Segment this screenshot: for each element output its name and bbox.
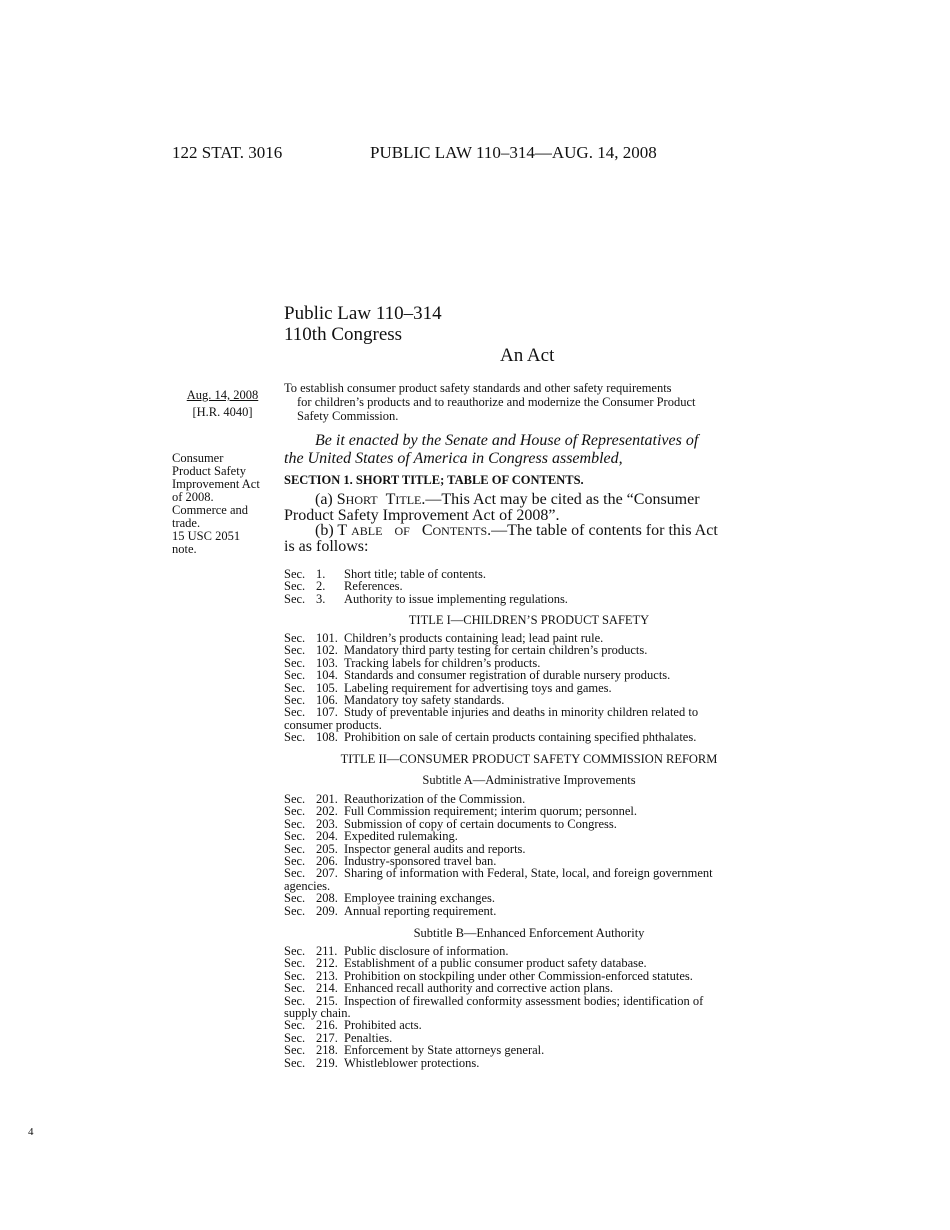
margin-note-line: note. [172,542,197,556]
toc-sec-label: Sec. [284,903,306,918]
toc-entry [284,867,713,879]
toc-sec-title: Prohibited acts. [344,1018,422,1033]
toc-sec-number: 202. [316,804,338,819]
toc-sec-number: 205. [316,841,338,856]
toc-sec-number: 216. [316,1018,338,1033]
subsection-text: .—This Act may be cited as the “Consumer [421,491,700,508]
toc-sec-number: 107. [316,705,338,720]
toc-sec-number: 1. [316,567,326,581]
toc-sec-title: Industry-sponsored travel ban. [344,854,497,869]
toc-sec-number: 101. [316,631,338,645]
toc-entry [284,905,713,917]
toc-sec-number: 106. [316,693,338,708]
toc-sec-title: Enforcement by State attorneys general. [344,1043,545,1058]
toc-group-general [284,568,568,605]
corner-mark: 4 [28,1126,34,1138]
toc-sec-label: Sec. [284,631,306,645]
toc-sec-number: 2. [316,579,326,594]
toc-sec-label: Sec. [284,693,306,708]
toc-sec-number: 103. [316,655,338,670]
toc-sec-number: 203. [316,816,338,831]
page-stat-number: 122 STAT. 3016 [172,143,283,162]
toc-sec-label: Sec. [284,655,306,670]
toc-subtitle-a: Subtitle A—Administrative Improvements [422,773,636,787]
subsection-table-of-contents [284,523,718,554]
toc-sec-label: Sec. [284,816,306,831]
toc-sec-label: Sec. [284,829,306,844]
toc-group-subtitle-b [284,945,703,1069]
toc-sec-title: Tracking labels for children’s products. [344,655,541,670]
toc-sec-title: Annual reporting requirement. [344,903,497,918]
toc-subtitle-b: Subtitle B—Enhanced Enforcement Authority [413,926,645,940]
toc-sec-label: Sec. [284,981,306,996]
toc-entry [284,731,698,743]
small-caps: HORT [345,493,378,507]
toc-sec-number: 218. [316,1043,338,1058]
margin-note-line: Consumer [172,451,224,465]
toc-sec-title: Penalties. [344,1030,393,1045]
section-heading: SECTION 1. SHORT TITLE; TABLE OF CONTENTS. [284,473,584,487]
toc-sec-number: 206. [316,854,338,869]
bill-number: [H.R. 4040] [192,405,253,419]
toc-sec-label: Sec. [284,1018,306,1033]
margin-note-line: Product Safety [172,464,246,478]
toc-sec-number: 108. [316,730,338,745]
toc-sec-title: Establishment of a public consumer product safety database. [344,956,647,971]
toc-sec-label: Sec. [284,891,306,906]
toc-sec-title: Labeling requirement for advertising toys and games. [344,680,612,695]
toc-sec-title: Mandatory toy safety standards. [344,693,505,708]
toc-sec-title: Authority to issue implementing regulations. [344,591,568,606]
toc-sec-title: Children’s products containing lead; lead paint rule. [344,631,604,645]
toc-sec-label: Sec. [284,680,306,695]
margin-note-line: 15 USC 2051 [172,529,241,543]
purpose-line: To establish consumer product safety standards and other safety requirements [284,381,672,395]
margin-notes [172,452,282,556]
toc-sec-number: 212. [316,956,338,971]
toc-group-subtitle-a [284,793,713,917]
toc-sec-title: Mandatory third party testing for certain children’s products. [344,643,648,658]
toc-sec-number: 105. [316,680,338,695]
subsection-short-title [284,492,700,523]
toc-entry-continuation: consumer products. [284,717,382,732]
act-purpose [284,381,696,423]
toc-sec-title: Study of preventable injuries and deaths in minority children related to [344,705,699,720]
toc-sec-number: 217. [316,1030,338,1045]
subsection-text: .—The table of contents for this Act [487,522,718,539]
toc-sec-label: Sec. [284,804,306,819]
enacting-line: the United States of America in Congress assembled, [284,450,623,467]
subsection-text-line2: Product Safety Improvement Act of 2008”. [284,507,560,524]
toc-sec-label: Sec. [284,1043,306,1058]
margin-note-line: Commerce and [172,503,249,517]
toc-sec-number: 207. [316,866,338,881]
enactment-date: Aug. 14, 2008 [186,388,259,402]
congress-label: 110th Congress [284,324,403,345]
subsection-label: (a) S [315,491,346,508]
toc-sec-title: Reauthorization of the Commission. [344,792,526,806]
toc-sec-number: 208. [316,891,338,906]
toc-sec-number: 213. [316,968,338,983]
toc-entry [284,568,568,580]
public-law-number: Public Law 110–314 [284,303,442,324]
toc-entry [284,1057,703,1069]
toc-sec-title: Prohibition on sale of certain products containing specified phthalates. [344,730,697,745]
toc-sec-number: 104. [316,668,338,683]
toc-sec-number: 102. [316,643,338,658]
toc-sec-number: 214. [316,981,338,996]
toc-entry-continuation: agencies. [284,878,331,893]
toc-sec-title: Standards and consumer registration of durable nursery products. [344,668,671,683]
toc-sec-title: Submission of copy of certain documents to Congress. [344,816,617,831]
toc-sec-number: 3. [316,591,326,606]
toc-sec-label: Sec. [284,841,306,856]
toc-sec-label: Sec. [284,993,306,1008]
toc-sec-title: Employee training exchanges. [344,891,495,906]
toc-sec-label: Sec. [284,968,306,983]
toc-sec-title: Inspection of firewalled conformity assessment bodies; identification of [344,993,704,1008]
small-caps: ONTENTS [432,524,488,538]
toc-sec-number: 201. [316,792,338,806]
purpose-line: Safety Commission. [297,409,399,423]
toc-sec-label: Sec. [284,643,306,658]
toc-sec-title: Public disclosure of information. [344,944,509,958]
margin-note-line: trade. [172,516,201,530]
toc-sec-title: Prohibition on stockpiling under other Commission-enforced statutes. [344,968,693,983]
toc-sec-label: Sec. [284,705,306,720]
subsection-text-line2: is as follows: [284,538,369,555]
toc-sec-label: Sec. [284,866,306,881]
toc-sec-label: Sec. [284,792,306,806]
toc-sec-title: Whistleblower protections. [344,1055,480,1070]
toc-sec-number: 215. [316,993,338,1008]
enacting-line: Be it enacted by the Senate and House of Representatives of [315,432,699,449]
cap-letter: C [421,522,433,539]
toc-entry [284,706,698,718]
purpose-line: for children’s products and to reauthorize and modernize the Consumer Product [297,395,696,409]
enacting-clause [284,432,698,468]
toc-sec-label: Sec. [284,730,306,745]
margin-note-line: Improvement Act [172,477,260,491]
toc-entry [284,593,568,605]
toc-sec-title: References. [344,579,403,594]
toc-sec-number: 219. [316,1055,338,1070]
toc-sec-title: Inspector general audits and reports. [344,841,526,856]
toc-sec-title: Short title; table of contents. [344,567,486,581]
small-caps: OF [394,524,410,538]
toc-entry-continuation: supply chain. [284,1006,351,1021]
small-caps: ABLE [351,524,383,538]
toc-sec-label: Sec. [284,944,306,958]
toc-sec-label: Sec. [284,567,306,581]
toc-sec-title: Full Commission requirement; interim quorum; personnel. [344,804,638,819]
toc-sec-label: Sec. [284,956,306,971]
an-act-heading: An Act [500,345,555,366]
toc-sec-label: Sec. [284,1055,306,1070]
cap-letter: T [385,491,396,508]
toc-title-1: TITLE I—CHILDREN’S PRODUCT SAFETY [408,613,650,627]
margin-note-line: of 2008. [172,490,214,504]
small-caps: ITLE [395,493,422,507]
toc-title-2: TITLE II—CONSUMER PRODUCT SAFETY COMMISSION REFORM [340,752,718,766]
toc-sec-label: Sec. [284,1030,306,1045]
toc-sec-label: Sec. [284,591,306,606]
toc-sec-title: Expedited rulemaking. [344,829,458,844]
toc-sec-label: Sec. [284,668,306,683]
running-head-title: PUBLIC LAW 110–314—AUG. 14, 2008 [370,143,657,162]
toc-sec-number: 204. [316,829,338,844]
toc-sec-title: Sharing of information with Federal, State, local, and foreign government [344,866,713,881]
toc-sec-label: Sec. [284,854,306,869]
toc-sec-number: 211. [316,944,338,958]
subsection-label: (b) T [315,522,348,539]
toc-sec-title: Enhanced recall authority and corrective action plans. [344,981,613,996]
toc-group-title-1 [284,632,698,744]
toc-sec-number: 209. [316,903,338,918]
toc-sec-label: Sec. [284,579,306,594]
